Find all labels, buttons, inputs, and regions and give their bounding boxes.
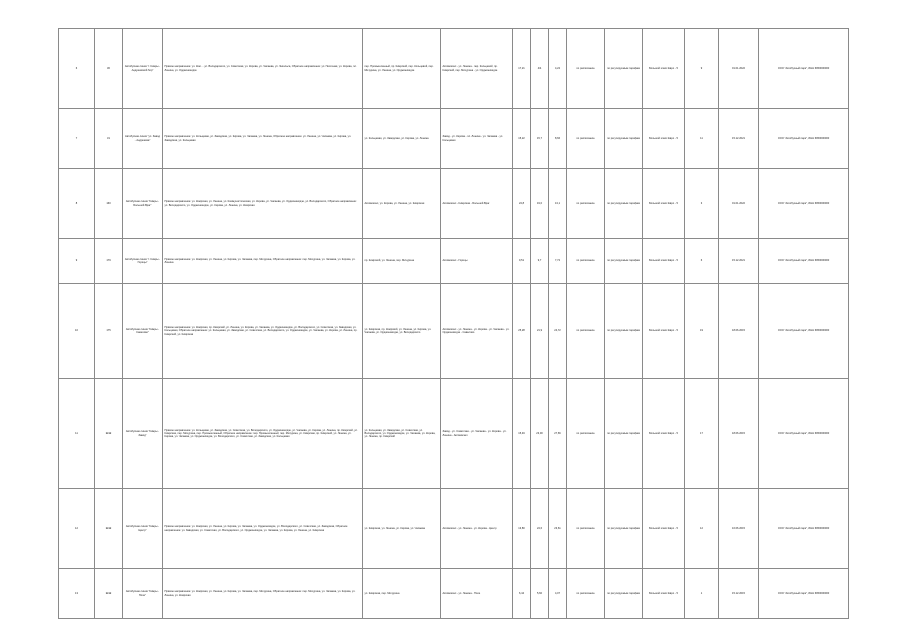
value-1: 19,0 — [531, 169, 549, 239]
value-1: 21,9 — [531, 284, 549, 379]
route-name: Автобусная линия "Кимры - Завод" — [123, 379, 163, 489]
boarding-order: по расписанию — [567, 29, 605, 109]
start-date: 01.01.2022 — [719, 169, 759, 239]
vehicle-class: Большой класс Евро - 5 — [643, 379, 685, 489]
carrier-name: ООО "Автобусный парк", ИНН 6950000000 — [759, 569, 849, 619]
value-1: 23,00 — [531, 379, 549, 489]
route-streets: ул. Кольцевая, ул. Заводская, ул. Кирова, ул. Ленина — [363, 109, 441, 169]
route-streets: ул. Кимрская, пер. Мичурина — [363, 569, 441, 619]
boarding-order: по расписанию — [567, 284, 605, 379]
carrier-name: ООО "Автобусный парк", ИНН 6950000000 — [759, 169, 849, 239]
route-stops: Автовокзал - ул. Ленина - пер. Кольцевой, пр. Кимрский, пер. Мичурина - ул. Орджоникидзе — [441, 29, 513, 109]
vehicle-count: 19 — [685, 284, 719, 379]
route-path: Прямое направление: ул. Кимрская, ул. Ленина, ул. Кирова, ул. Чапаева, пер. Мичурина, Обратное направление: пер. Мичурина, ул. Чапаева, ул. Кирова, ул. Ленина, ул. Кимрская — [163, 569, 363, 619]
registration-number: 179 — [95, 239, 123, 284]
tariff-type: по регулируемым тарифам — [605, 569, 643, 619]
route-streets: Автовокзал, ул. Кирова, ул. Ленина, ул. Кимрская — [363, 169, 441, 239]
route-name: Автобусная линия "Кимры - Большой Враг" — [123, 169, 163, 239]
boarding-order: по расписанию — [567, 489, 605, 569]
vehicle-class: Большой класс Евро - 5 — [643, 569, 685, 619]
value-2: 23,61 — [549, 489, 567, 569]
route-stops: Автовокзал - ул. Ленина - ул. Кирова - ул. Чапаева - ул. Орджоникидзе - Савелово — [441, 284, 513, 379]
value-1: 5,60 — [531, 569, 549, 619]
vehicle-class: Большой класс Евро - 5 — [643, 284, 685, 379]
route-stops: Завод - ул. Советская - ул. Чапаева - ул. Кирова - ул. Ленина - Автовокзал — [441, 379, 513, 489]
carrier-name: ООО "Автобусный парк", ИНН 6950000000 — [759, 489, 849, 569]
vehicle-count: 17 — [685, 379, 719, 489]
route-path: Прямое направление: ул. Кимрская, пр. Кимрский, ул. Ленина, ул. Кирова, ул. Чапаева, ул. Орджоникидзе, ул. Володарского, ул. Советская, ул. Заводская, ул. Кольцевая, Обратное направление: ул. Кольцевая, ул. Заводская, ул. Советская, ул. Володарского, ул. Орджоникидзе, ул. Чапаева, ул. Кирова, ул. Ленина, пр. Кимрский, ул. Кимрская — [163, 284, 363, 379]
tariff-type: по регулируемым тарифам — [605, 109, 643, 169]
route-length: 24,8 — [513, 169, 531, 239]
boarding-order: по расписанию — [567, 109, 605, 169]
route-name: Автобусная линия "Кимры - Центр" — [123, 489, 163, 569]
vehicle-class: Большой класс Евро - 5 — [643, 169, 685, 239]
value-2: 7,72 — [549, 239, 567, 284]
route-path: Прямое направление: ул. Кольцевая, ул. Заводская, ул. Советская, ул. Володарского, ул. Орджоникидзе, ул. Чапаева, ул. Кирова, ул. Ленина, пр. Кимрский, ул. Кимрская, пер. Мичурина, пер. Промышленный, Обратное направление: пер. Промышленный, пер. Мичурина, ул. Кимрская, пр. Кимрский, ул. Ленина, ул. Кирова, ул. Чапаева, ул. Орджоникидзе, ул. Володарского, ул. Советская, ул. Заводская, ул. Кольцевая — [163, 379, 363, 489]
value-2: 8,66 — [549, 109, 567, 169]
tariff-type: по регулируемым тарифам — [605, 379, 643, 489]
route-streets: ул. Кольцевая, ул. Заводская, ул. Советская, ул. Володарского, ул. Орджоникидзе, ул. Чапаева, ул. Кирова, ул. Ленина, пр. Кимрский — [363, 379, 441, 489]
vehicle-class: Большой класс Евро - 5 — [643, 239, 685, 284]
value-2: 4,22 — [549, 29, 567, 109]
route-length: 13,80 — [513, 489, 531, 569]
table-row — [59, 29, 849, 109]
carrier-name: ООО "Автобусный парк", ИНН 6950000000 — [759, 29, 849, 109]
route-stops: Автовокзал - Горицы — [441, 239, 513, 284]
route-length: 15,22 — [513, 109, 531, 169]
registration-number: 31 — [95, 109, 123, 169]
start-date: 15.12.2021 — [719, 109, 759, 169]
start-date: 18.06.2015 — [719, 379, 759, 489]
carrier-name: ООО "Автобусный парк", ИНН 6950000000 — [759, 284, 849, 379]
route-path: Прямое направление: ул. Кимрская, ул. Ленина, ул. Коммунистическая, ул. Кирова, ул. Чапаева, ул. Орджоникидзе, ул. Володарского, Обратное направление: ул. Володарского, ул. Орджоникидзе, ул. Кирова, ул. Ленина, ул. Кимрская — [163, 169, 363, 239]
route-length: 6,44 — [513, 569, 531, 619]
route-stops: Завод - ул. Кирова - пл. Ленина - ул. Чапаева - ул. Кольцевая — [441, 109, 513, 169]
tariff-type: по регулируемым тарифам — [605, 489, 643, 569]
tariff-type: по регулируемым тарифам — [605, 29, 643, 109]
vehicle-count: 3 — [685, 169, 719, 239]
value-1: 4/4 — [531, 29, 549, 109]
route-path: Прямое направление: ул. Ким ... ул. Володарского, ул. Советская, ул. Кирова, ул. Чапаева, ул. Энгельса, Обратное направление: ул. Песочная, ул. Кирова, пл. Ленина, ул. Орджоникидзе — [163, 29, 363, 109]
route-path: Прямое направление: ул. Кимрская, ул. Ленина, ул. Кирова, ул. Чапаева, пер. Мичурина, Обратное направление: пер. Мичурина, ул. Чапаева, ул. Кирова, ул. Ленина — [163, 239, 363, 284]
start-date: 01.01.2022 — [719, 29, 759, 109]
vehicle-count: 9 — [685, 29, 719, 109]
value-1: 15,7 — [531, 109, 549, 169]
vehicle-class: Большой класс Евро - 5 — [643, 29, 685, 109]
table-body — [59, 29, 849, 619]
table-row — [59, 109, 849, 169]
registration-number: 175 — [95, 284, 123, 379]
carrier-name: ООО "Автобусный парк", ИНН 6950000000 — [759, 239, 849, 284]
registry-page — [58, 28, 848, 619]
route-name: Автобусная линия "Кимры - Савелово" — [123, 284, 163, 379]
route-stops: Автовокзал - ул. Ленина - Поле — [441, 569, 513, 619]
carrier-name: ООО "Автобусный парк", ИНН 6950000000 — [759, 109, 849, 169]
row-number: 9 — [59, 239, 95, 284]
table-row — [59, 569, 849, 619]
start-date: 18.06.2015 — [719, 284, 759, 379]
route-path: Прямое направление: ул. Кимрская, ул. Ленина, ул. Кирова, ул. Чапаева, ул. Орджоникидзе, ул. Володарского, ул. Советская, ул. Заводская, Обратное направление: ул. Заводская, ул. Советская, ул. Володарского, ул. Орджоникидзе, ул. Чапаева, ул. Кирова, ул. Ленина, ул. Кимрская — [163, 489, 363, 569]
row-number: 11 — [59, 379, 95, 489]
table-row — [59, 379, 849, 489]
value-2: 27,66 — [549, 379, 567, 489]
route-length: 15,49 — [513, 379, 531, 489]
start-date: 15.12.2015 — [719, 569, 759, 619]
registration-number: 160 — [95, 169, 123, 239]
route-streets: ул. Кимрская, пр. Кимрский, ул. Ленина, ул. Кирова, ул. Чапаева, ул. Орджоникидзе, ул. Володарского — [363, 284, 441, 379]
vehicle-count: 12 — [685, 489, 719, 569]
vehicle-class: Большой класс Евро - 5 — [643, 489, 685, 569]
table-row — [59, 284, 849, 379]
row-number: 13 — [59, 569, 95, 619]
registration-number: Ш/Ш — [95, 489, 123, 569]
route-streets: пр. Кимрский, ул. Ленина, пер. Мичурина — [363, 239, 441, 284]
boarding-order: по расписанию — [567, 169, 605, 239]
route-name: Автобусная линия "ул. Завод - Андреевка" — [123, 109, 163, 169]
value-1: 9,7 — [531, 239, 549, 284]
boarding-order: по расписанию — [567, 379, 605, 489]
table-row — [59, 239, 849, 284]
route-name: Автобусная линия "г. Кимры - Андреевский бор" — [123, 29, 163, 109]
route-registry-table — [58, 28, 849, 619]
row-number: 12 — [59, 489, 95, 569]
row-number: 6 — [59, 29, 95, 109]
registration-number: Ш/Ш — [95, 569, 123, 619]
vehicle-count: 11 — [685, 109, 719, 169]
row-number: 10 — [59, 284, 95, 379]
route-length: 25,28 — [513, 284, 531, 379]
value-1: 24,6 — [531, 489, 549, 569]
tariff-type: по регулируемым тарифам — [605, 284, 643, 379]
vehicle-count: 6 — [685, 239, 719, 284]
route-streets: пер. Промышленный, пр. Кимрский, пер. Кольцевой, пер. Мичурина, ул. Ленина, ул. Орджоникидзе — [363, 29, 441, 109]
start-date: 15.12.2021 — [719, 239, 759, 284]
registration-number: Ш/Ш — [95, 379, 123, 489]
value-2: 13,1 — [549, 169, 567, 239]
tariff-type: по регулируемым тарифам — [605, 239, 643, 284]
row-number: 7 — [59, 109, 95, 169]
row-number: 8 — [59, 169, 95, 239]
boarding-order: по расписанию — [567, 569, 605, 619]
route-length: 17,21 — [513, 29, 531, 109]
route-name: Автобусная линия "г. Кимры - Горицы" — [123, 239, 163, 284]
start-date: 16.06.2015 — [719, 489, 759, 569]
table-row — [59, 169, 849, 239]
registration-number: 30 — [95, 29, 123, 109]
value-2: 24,72 — [549, 284, 567, 379]
vehicle-count: 1 — [685, 569, 719, 619]
tariff-type: по регулируемым тарифам — [605, 169, 643, 239]
route-name: Автобусная линия "Кимры - Поле" — [123, 569, 163, 619]
route-path: Прямое направление: ул. Кольцевая, ул. Заводская, ул. Кирова, ул. Чапаева, ул. Ленина, Обратное направление: ул. Ленина, ул. Чапаева, ул. Кирова, ул. Заводская, ул. Кольцевая — [163, 109, 363, 169]
carrier-name: ООО "Автобусный парк", ИНН 6950000000 — [759, 379, 849, 489]
route-stops: Автовокзал - ул. Ленина - ул. Кирова - Центр — [441, 489, 513, 569]
route-stops: Автовокзал - Кимрская - Большой Враг — [441, 169, 513, 239]
route-length: 9,51 — [513, 239, 531, 284]
boarding-order: по расписанию — [567, 239, 605, 284]
value-2: 4,07 — [549, 569, 567, 619]
route-streets: ул. Кимрская, ул. Ленина, ул. Кирова, ул. Чапаева — [363, 489, 441, 569]
vehicle-class: Большой класс Евро - 5 — [643, 109, 685, 169]
table-row — [59, 489, 849, 569]
